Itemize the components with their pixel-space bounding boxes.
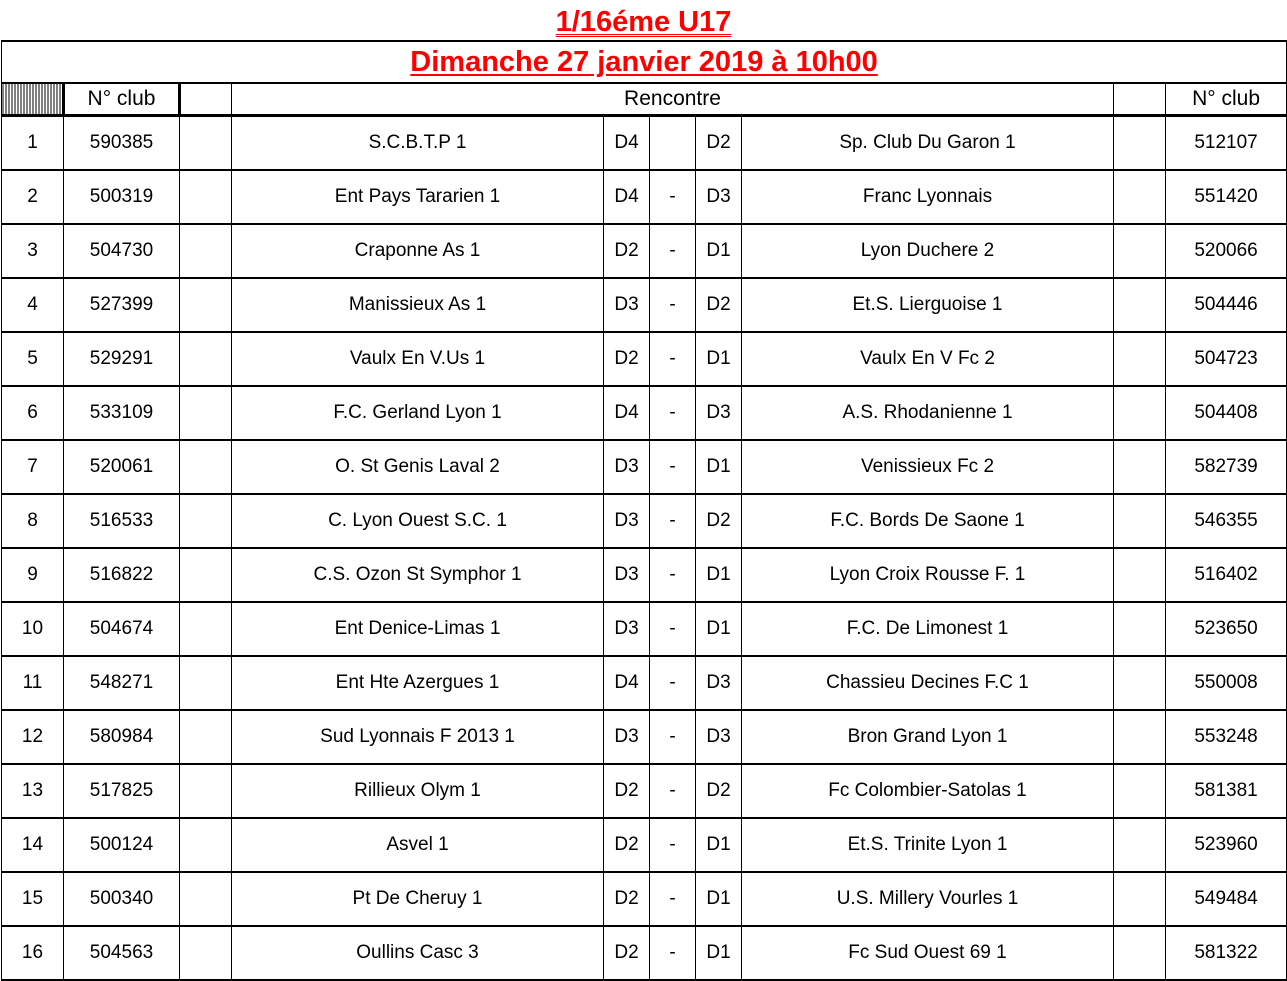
blank-left <box>180 764 232 818</box>
blank-left <box>180 710 232 764</box>
separator: - <box>650 926 696 980</box>
home-team: Rillieux Olym 1 <box>232 764 604 818</box>
blank-left <box>180 548 232 602</box>
home-division: D4 <box>604 170 650 224</box>
separator: - <box>650 656 696 710</box>
home-team: Vaulx En V.Us 1 <box>232 332 604 386</box>
blank-left <box>180 224 232 278</box>
away-team: Fc Sud Ouest 69 1 <box>742 926 1114 980</box>
away-team: F.C. De Limonest 1 <box>742 602 1114 656</box>
blank-left <box>180 386 232 440</box>
blank-left <box>180 818 232 872</box>
away-club-number: 523960 <box>1166 818 1287 872</box>
home-club-number: 504730 <box>64 224 180 278</box>
away-club-number: 581381 <box>1166 764 1287 818</box>
home-team: Oullins Casc 3 <box>232 926 604 980</box>
home-club-number: 590385 <box>64 116 180 171</box>
home-club-number: 516533 <box>64 494 180 548</box>
blank-right <box>1114 332 1166 386</box>
away-team: F.C. Bords De Saone 1 <box>742 494 1114 548</box>
blank-right <box>1114 224 1166 278</box>
table-row <box>2 440 1287 494</box>
match-number: 10 <box>2 602 64 656</box>
away-team: Sp. Club Du Garon 1 <box>742 116 1114 171</box>
table-row <box>2 872 1287 926</box>
home-division: D2 <box>604 764 650 818</box>
away-team: Chassieu Decines F.C 1 <box>742 656 1114 710</box>
blank-right <box>1114 494 1166 548</box>
home-team: F.C. Gerland Lyon 1 <box>232 386 604 440</box>
home-team: O. St Genis Laval 2 <box>232 440 604 494</box>
match-number: 7 <box>2 440 64 494</box>
home-club-number: 527399 <box>64 278 180 332</box>
header-club-right: N° club <box>1166 83 1287 116</box>
home-team: Sud Lyonnais F 2013 1 <box>232 710 604 764</box>
home-club-number: 517825 <box>64 764 180 818</box>
separator: - <box>650 224 696 278</box>
away-division: D2 <box>696 116 742 171</box>
separator: - <box>650 494 696 548</box>
separator: - <box>650 818 696 872</box>
home-division: D2 <box>604 818 650 872</box>
away-club-number: 553248 <box>1166 710 1287 764</box>
table-row <box>2 764 1287 818</box>
blank-left <box>180 278 232 332</box>
away-team: Venissieux Fc 2 <box>742 440 1114 494</box>
home-club-number: 548271 <box>64 656 180 710</box>
away-division: D3 <box>696 710 742 764</box>
home-division: D3 <box>604 278 650 332</box>
home-club-number: 520061 <box>64 440 180 494</box>
home-team: Ent Hte Azergues 1 <box>232 656 604 710</box>
separator: - <box>650 872 696 926</box>
away-club-number: 581322 <box>1166 926 1287 980</box>
away-team: Lyon Croix Rousse F. 1 <box>742 548 1114 602</box>
away-team: Fc Colombier-Satolas 1 <box>742 764 1114 818</box>
home-club-number: 529291 <box>64 332 180 386</box>
home-club-number: 533109 <box>64 386 180 440</box>
home-club-number: 504674 <box>64 602 180 656</box>
home-division: D3 <box>604 602 650 656</box>
home-club-number: 516822 <box>64 548 180 602</box>
table-row <box>2 278 1287 332</box>
table-row <box>2 116 1287 171</box>
home-team: C. Lyon Ouest S.C. 1 <box>232 494 604 548</box>
separator: - <box>650 278 696 332</box>
blank-left <box>180 170 232 224</box>
away-club-number: 504446 <box>1166 278 1287 332</box>
home-team: Ent Pays Tararien 1 <box>232 170 604 224</box>
away-division: D2 <box>696 494 742 548</box>
home-division: D2 <box>604 224 650 278</box>
blank-left <box>180 602 232 656</box>
away-division: D2 <box>696 278 742 332</box>
blank-right <box>1114 710 1166 764</box>
header-rencontre: Rencontre <box>232 83 1114 116</box>
away-club-number: 504723 <box>1166 332 1287 386</box>
match-number: 14 <box>2 818 64 872</box>
match-number: 5 <box>2 332 64 386</box>
home-division: D2 <box>604 332 650 386</box>
match-number: 9 <box>2 548 64 602</box>
header-blank-right <box>1114 83 1166 116</box>
match-number: 6 <box>2 386 64 440</box>
separator: - <box>650 332 696 386</box>
home-club-number: 500124 <box>64 818 180 872</box>
match-number: 3 <box>2 224 64 278</box>
table-row <box>2 224 1287 278</box>
date-row <box>2 41 1287 83</box>
match-number: 1 <box>2 116 64 171</box>
blank-left <box>180 872 232 926</box>
away-club-number: 551420 <box>1166 170 1287 224</box>
match-number: 12 <box>2 710 64 764</box>
separator: - <box>650 710 696 764</box>
home-team: Ent Denice-Limas 1 <box>232 602 604 656</box>
home-division: D2 <box>604 872 650 926</box>
home-team: Craponne As 1 <box>232 224 604 278</box>
away-division: D1 <box>696 224 742 278</box>
blank-left <box>180 656 232 710</box>
home-division: D4 <box>604 116 650 171</box>
home-division: D2 <box>604 926 650 980</box>
blank-right <box>1114 170 1166 224</box>
away-division: D1 <box>696 332 742 386</box>
blank-left <box>180 926 232 980</box>
home-team: C.S. Ozon St Symphor 1 <box>232 548 604 602</box>
header-hatch <box>2 83 64 116</box>
home-team: Manissieux As 1 <box>232 278 604 332</box>
home-division: D4 <box>604 386 650 440</box>
blank-right <box>1114 872 1166 926</box>
date-text: Dimanche 27 janvier 2019 à 10h00 <box>410 45 878 78</box>
home-division: D3 <box>604 494 650 548</box>
table-row <box>2 332 1287 386</box>
away-club-number: 516402 <box>1166 548 1287 602</box>
home-club-number: 580984 <box>64 710 180 764</box>
blank-left <box>180 332 232 386</box>
away-club-number: 512107 <box>1166 116 1287 171</box>
blank-left <box>180 440 232 494</box>
blank-left <box>180 116 232 171</box>
match-number: 8 <box>2 494 64 548</box>
away-division: D1 <box>696 602 742 656</box>
blank-right <box>1114 116 1166 171</box>
away-club-number: 520066 <box>1166 224 1287 278</box>
header-blank-left <box>180 83 232 116</box>
table-row <box>2 548 1287 602</box>
away-division: D1 <box>696 818 742 872</box>
away-division: D3 <box>696 386 742 440</box>
table-row <box>2 386 1287 440</box>
away-team: A.S. Rhodanienne 1 <box>742 386 1114 440</box>
away-division: D3 <box>696 170 742 224</box>
separator: - <box>650 170 696 224</box>
away-club-number: 582739 <box>1166 440 1287 494</box>
table-row <box>2 602 1287 656</box>
separator <box>650 116 696 171</box>
separator: - <box>650 548 696 602</box>
blank-left <box>180 494 232 548</box>
header-club-left: N° club <box>64 83 180 116</box>
home-division: D3 <box>604 548 650 602</box>
blank-right <box>1114 818 1166 872</box>
away-division: D1 <box>696 872 742 926</box>
blank-right <box>1114 440 1166 494</box>
away-club-number: 549484 <box>1166 872 1287 926</box>
away-team: Et.S. Trinite Lyon 1 <box>742 818 1114 872</box>
title-text: 1/16éme U17 <box>555 6 732 38</box>
away-club-number: 550008 <box>1166 656 1287 710</box>
away-division: D1 <box>696 548 742 602</box>
match-number: 16 <box>2 926 64 980</box>
fixture-sheet <box>0 40 1287 981</box>
date-cell <box>2 41 1287 83</box>
home-division: D3 <box>604 710 650 764</box>
blank-right <box>1114 278 1166 332</box>
blank-right <box>1114 926 1166 980</box>
away-club-number: 523650 <box>1166 602 1287 656</box>
away-club-number: 546355 <box>1166 494 1287 548</box>
match-number: 4 <box>2 278 64 332</box>
away-team: Et.S. Lierguoise 1 <box>742 278 1114 332</box>
match-number: 2 <box>2 170 64 224</box>
separator: - <box>650 386 696 440</box>
home-team: Pt De Cheruy 1 <box>232 872 604 926</box>
blank-right <box>1114 656 1166 710</box>
away-division: D2 <box>696 764 742 818</box>
table-row <box>2 170 1287 224</box>
table-row <box>2 926 1287 980</box>
page-title <box>0 0 1287 40</box>
away-division: D1 <box>696 440 742 494</box>
home-club-number: 500319 <box>64 170 180 224</box>
home-club-number: 504563 <box>64 926 180 980</box>
away-division: D1 <box>696 926 742 980</box>
blank-right <box>1114 764 1166 818</box>
away-division: D3 <box>696 656 742 710</box>
table-row <box>2 818 1287 872</box>
blank-right <box>1114 602 1166 656</box>
blank-right <box>1114 386 1166 440</box>
home-team: S.C.B.T.P 1 <box>232 116 604 171</box>
away-club-number: 504408 <box>1166 386 1287 440</box>
match-number: 11 <box>2 656 64 710</box>
away-team: Lyon Duchere 2 <box>742 224 1114 278</box>
table-row <box>2 710 1287 764</box>
fixture-table <box>1 40 1287 981</box>
home-division: D4 <box>604 656 650 710</box>
header-row <box>2 83 1287 116</box>
away-team: Vaulx En V Fc 2 <box>742 332 1114 386</box>
home-division: D3 <box>604 440 650 494</box>
home-club-number: 500340 <box>64 872 180 926</box>
table-row <box>2 494 1287 548</box>
table-row <box>2 656 1287 710</box>
separator: - <box>650 764 696 818</box>
away-team: Franc Lyonnais <box>742 170 1114 224</box>
blank-right <box>1114 548 1166 602</box>
away-team: U.S. Millery Vourles 1 <box>742 872 1114 926</box>
match-number: 13 <box>2 764 64 818</box>
match-number: 15 <box>2 872 64 926</box>
home-team: Asvel 1 <box>232 818 604 872</box>
away-team: Bron Grand Lyon 1 <box>742 710 1114 764</box>
separator: - <box>650 440 696 494</box>
separator: - <box>650 602 696 656</box>
